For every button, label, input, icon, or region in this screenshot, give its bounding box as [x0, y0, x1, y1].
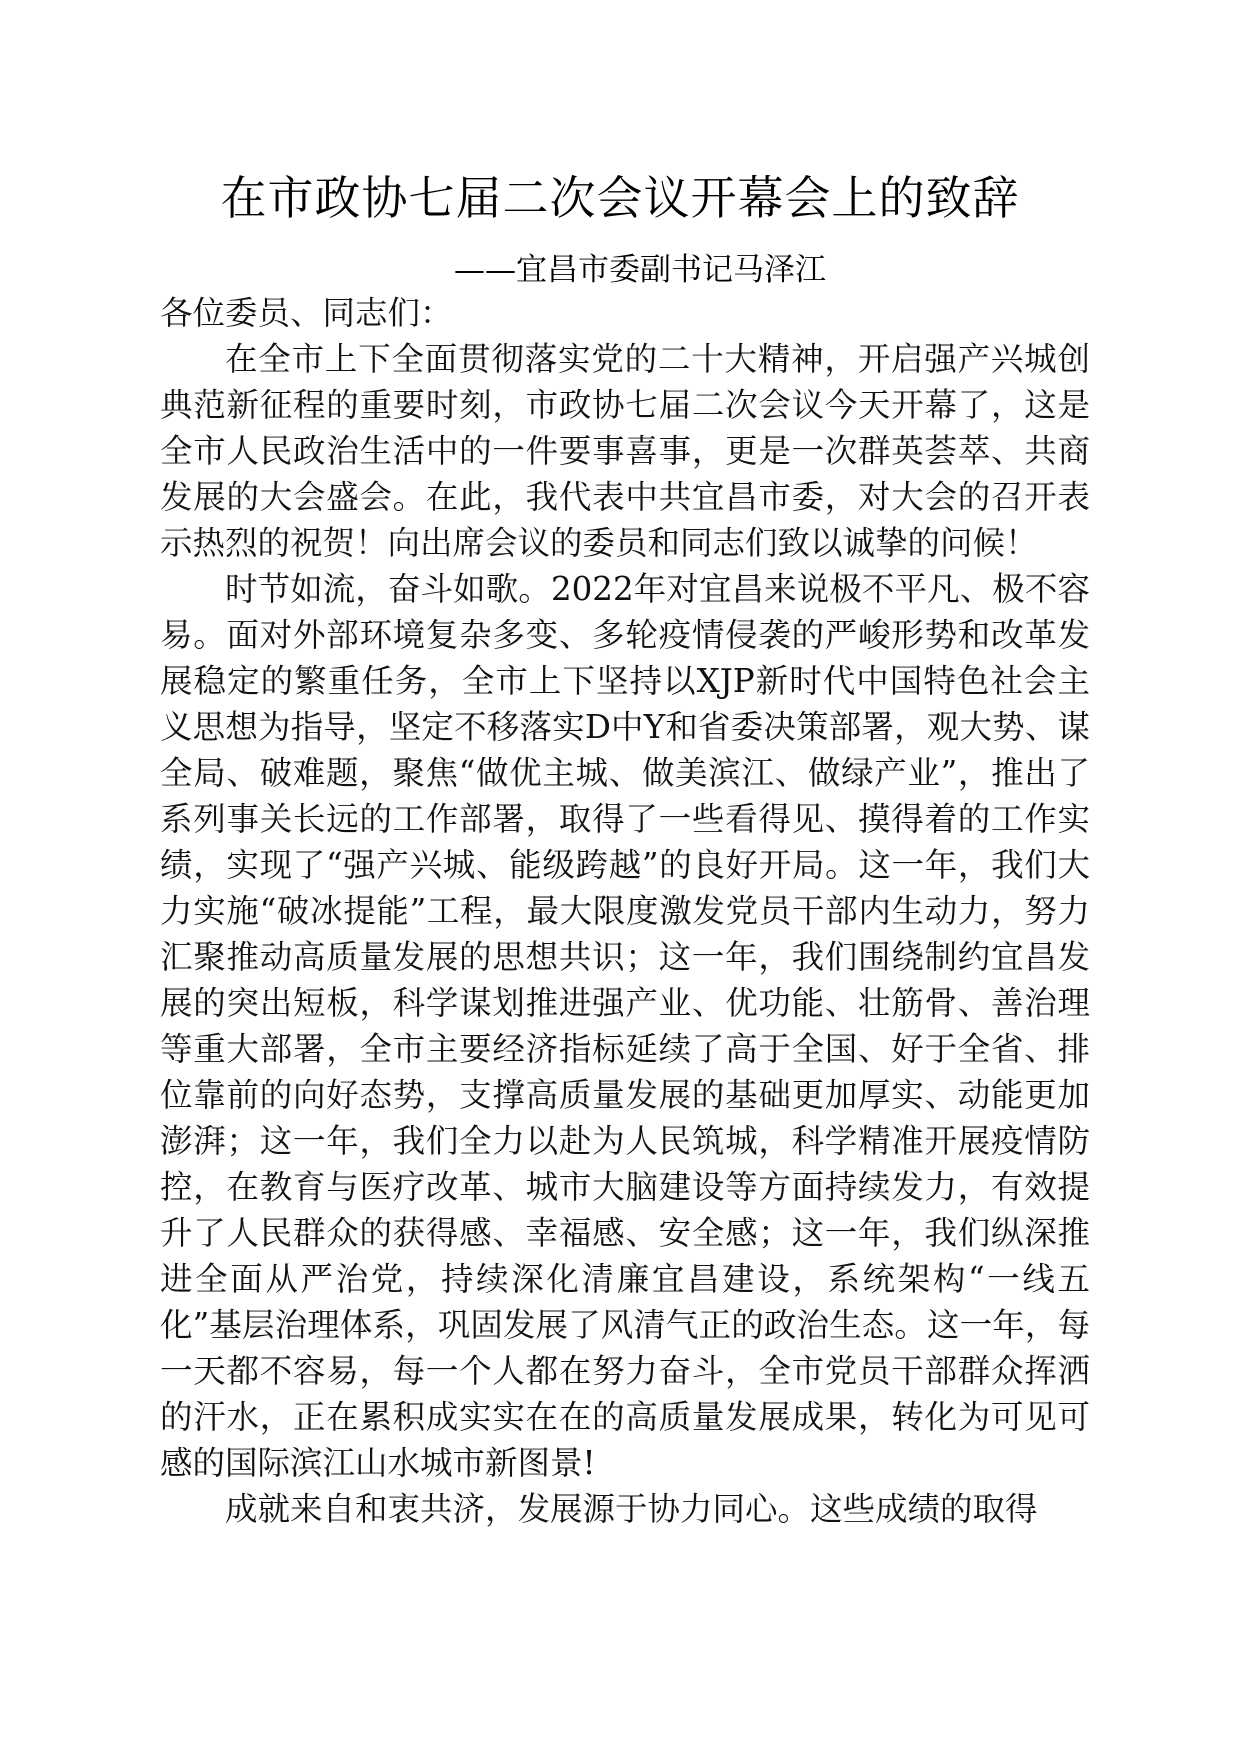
- paragraph-2: 时节如流，奋斗如歌。2022年对宜昌来说极不平凡、极不容易。面对外部环境复杂多变、多轮疫情侵袭的严峻形势和改革发展稳定的繁重任务，全市上下坚持以XJP新时代中国特色社会主义思想为指导，坚定不移落实D中Y和省委决策部署，观大势、谋全局、破难题，聚焦“做优主城、做美滨江、做绿产业”，推出了系列事关长远的工作部署，取得了一些看得见、摸得着的工作实绩，实现了“强产兴城、能级跨越”的良好开局。这一年，我们大力实施“破冰提能”工程，最大限度激发党员干部内生动力，努力汇聚推动高质量发展的思想共识；这一年，我们围绕制约宜昌发展的突出短板，科学谋划推进强产业、优功能、壮筋骨、善治理等重大部署，全市主要经济指标延续了高于全国、好于全省、排位靠前的向好态势，支撑高质量发展的基础更加厚实、动能更加澎湃；这一年，我们全力以赴为人民筑城，科学精准开展疫情防控，在教育与医疗改革、城市大脑建设等方面持续发力，有效提升了人民群众的获得感、幸福感、安全感；这一年，我们纵深推进全面从严治党，持续深化清廉宜昌建设，系统架构“一线五化”基层治理体系，巩固发展了风清气正的政治生态。这一年，每一天都不容易，每一个人都在努力奋斗，全市党员干部群众挥洒的汗水，正在累积成实实在在的高质量发展成果，转化为可见可感的国际滨江山水城市新图景!: [160, 570, 1090, 1482]
- document-title: 在市政协七届二次会议开幕会上的致辞: [220, 171, 1020, 225]
- document-body: [160, 290, 1090, 1532]
- paragraph-3: 成就来自和衷共济，发展源于协力同心。这些成绩的取得: [225, 1490, 1038, 1528]
- salutation: 各位委员、同志们：: [160, 294, 453, 332]
- paragraph-1: 在全市上下全面贯彻落实党的二十大精神，开启强产兴城创典范新征程的重要时刻，市政协七届二次会议今天开幕了，这是全市人民政治生活中的一件要事喜事，更是一次群英荟萃、共商发展的大会盛会。在此，我代表中共宜昌市委，对大会的召开表示热烈的祝贺！向出席会议的委员和同志们致以诚挚的问候！: [160, 340, 1090, 562]
- document-subtitle: ——宜昌市委副书记马泽江: [454, 252, 826, 288]
